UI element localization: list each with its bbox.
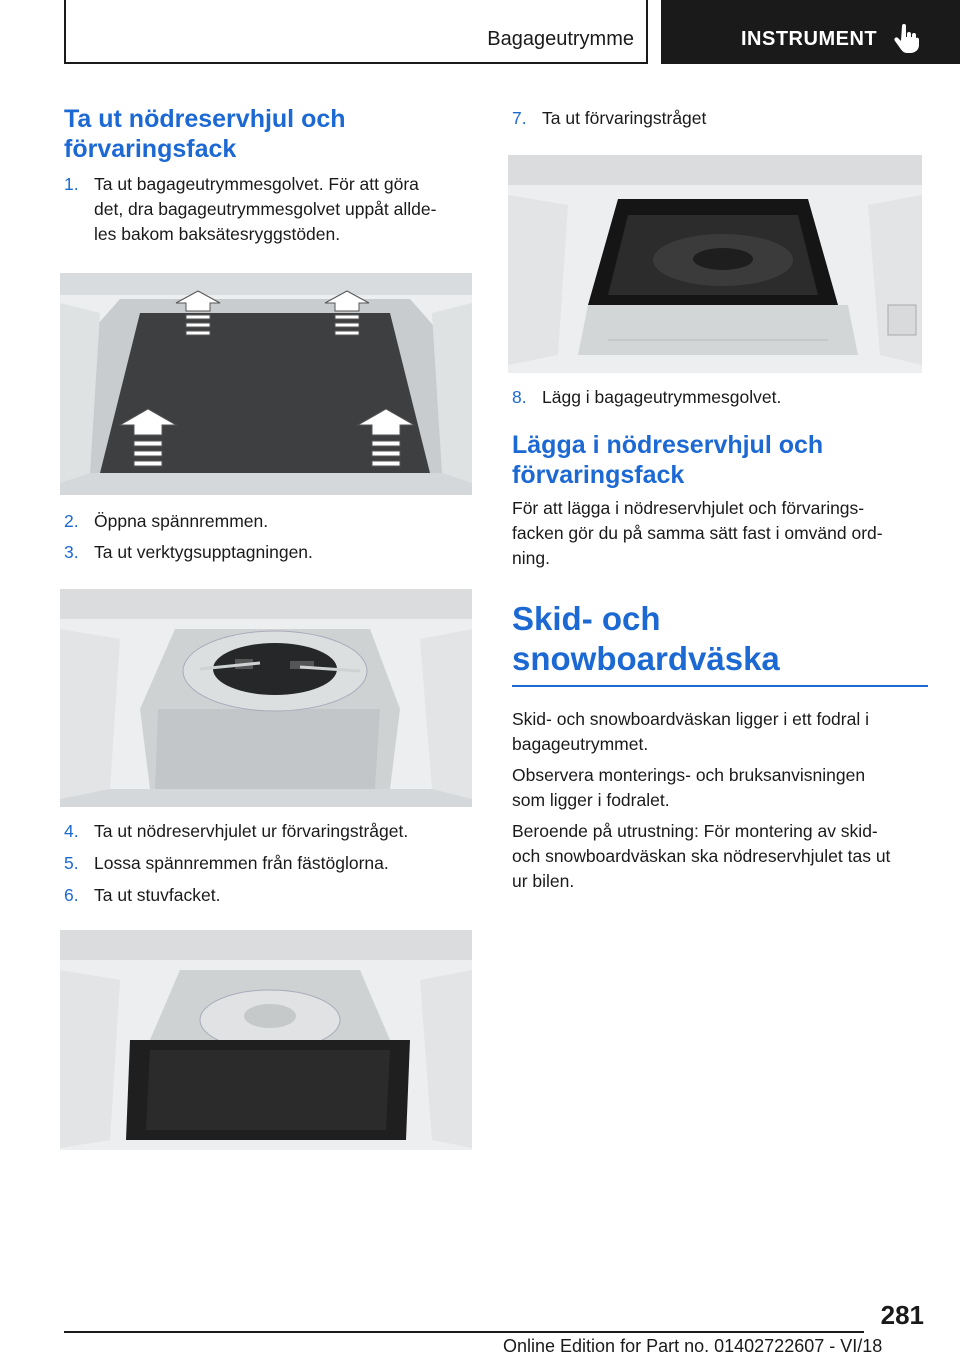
step-number: 7. bbox=[512, 108, 527, 128]
paragraph-line: ur bilen. bbox=[512, 871, 575, 891]
paragraph-line: som ligger i fodralet. bbox=[512, 790, 670, 810]
step-text: Ta ut verktygsupptagningen. bbox=[94, 542, 313, 562]
step-number: 6. bbox=[64, 885, 79, 905]
main-heading: Skid- och snowboardväska bbox=[512, 599, 928, 687]
paragraph-line: bagageutrymmet. bbox=[512, 734, 649, 754]
steps-list bbox=[512, 106, 928, 131]
step-text: Lägg i bagageutrymmesgolvet. bbox=[542, 387, 782, 407]
hand-pointer-icon bbox=[893, 24, 921, 54]
paragraph-line: För att lägga i nödreservhjulet och förvarings‐ bbox=[512, 498, 865, 518]
step-number: 2. bbox=[64, 511, 79, 531]
footer-edition: Online Edition for Part no. 01402722607 - VI/18 bbox=[503, 1336, 883, 1356]
step-text: Ta ut förvaringstråget bbox=[542, 108, 707, 128]
heading-line: Ta ut nödreservhjul och bbox=[64, 105, 346, 133]
left-column bbox=[64, 104, 476, 1150]
right-column bbox=[512, 104, 928, 894]
step-item bbox=[512, 106, 928, 131]
header-chapter-tab[interactable] bbox=[661, 0, 960, 64]
figure-storage-compartment bbox=[60, 930, 472, 1150]
paragraph-line: facken gör du på samma sätt fast i omvänd ord‐ bbox=[512, 523, 883, 543]
step-text: les bakom baksätesryggstöden. bbox=[94, 224, 341, 244]
step-text: det, dra bagageutrymmesgolvet uppåt allde‐ bbox=[94, 199, 437, 219]
heading-line: förvaringsfack bbox=[64, 135, 237, 163]
tool-tray-illustration bbox=[60, 589, 472, 807]
paragraph bbox=[512, 763, 928, 813]
figure-storage-tray bbox=[508, 155, 922, 373]
page-number: 281 bbox=[880, 1300, 924, 1330]
figure-tool-tray bbox=[60, 589, 472, 807]
steps-list bbox=[64, 172, 476, 247]
step-item bbox=[64, 883, 476, 908]
paragraph bbox=[512, 707, 928, 757]
step-text: Öppna spännremmen. bbox=[94, 511, 269, 531]
steps-list bbox=[512, 385, 928, 410]
paragraph bbox=[512, 819, 928, 894]
step-text: Lossa spännremmen från fästöglorna. bbox=[94, 853, 389, 873]
header-section-box bbox=[64, 0, 648, 64]
step-number: 8. bbox=[512, 387, 527, 407]
header-section-title: Bagageutrymme bbox=[487, 28, 634, 50]
paragraph-line: Beroende på utrustning: För montering av skid- bbox=[512, 821, 878, 841]
figure-trunk-floor bbox=[60, 273, 472, 495]
paragraph bbox=[512, 496, 928, 571]
step-text: Ta ut stuvfacket. bbox=[94, 885, 221, 905]
heading-line: Lägga i nödreservhjul och bbox=[512, 431, 824, 459]
step-number: 3. bbox=[64, 542, 79, 562]
header-chapter-title: INSTRUMENT bbox=[741, 28, 878, 50]
step-item bbox=[64, 540, 476, 565]
steps-list bbox=[64, 819, 476, 908]
storage-tray-illustration bbox=[508, 155, 922, 373]
step-number: 5. bbox=[64, 853, 79, 873]
trunk-floor-illustration bbox=[60, 273, 472, 495]
step-number: 1. bbox=[64, 174, 79, 194]
paragraph-line: Skid- och snowboardväskan ligger i ett fodral i bbox=[512, 709, 869, 729]
paragraph-line: Observera monterings- och bruksanvisningen bbox=[512, 765, 866, 785]
step-item bbox=[64, 819, 476, 844]
storage-compartment-illustration bbox=[60, 930, 472, 1150]
step-item bbox=[64, 851, 476, 876]
step-item bbox=[512, 385, 928, 410]
step-item bbox=[64, 172, 476, 247]
footer-divider bbox=[64, 1331, 864, 1333]
section-heading-insert bbox=[512, 430, 928, 490]
step-text: Ta ut bagageutrymmesgolvet. För att göra bbox=[94, 174, 419, 194]
paragraph-line: ning. bbox=[512, 548, 550, 568]
section-heading-remove bbox=[64, 104, 476, 164]
steps-list bbox=[64, 509, 476, 565]
step-number: 4. bbox=[64, 821, 79, 841]
heading-line: förvaringsfack bbox=[512, 461, 685, 489]
step-item bbox=[64, 509, 476, 534]
paragraph-line: och snowboardväskan ska nödreservhjulet tas ut bbox=[512, 846, 891, 866]
step-text: Ta ut nödreservhjulet ur förvaringstråget. bbox=[94, 821, 409, 841]
